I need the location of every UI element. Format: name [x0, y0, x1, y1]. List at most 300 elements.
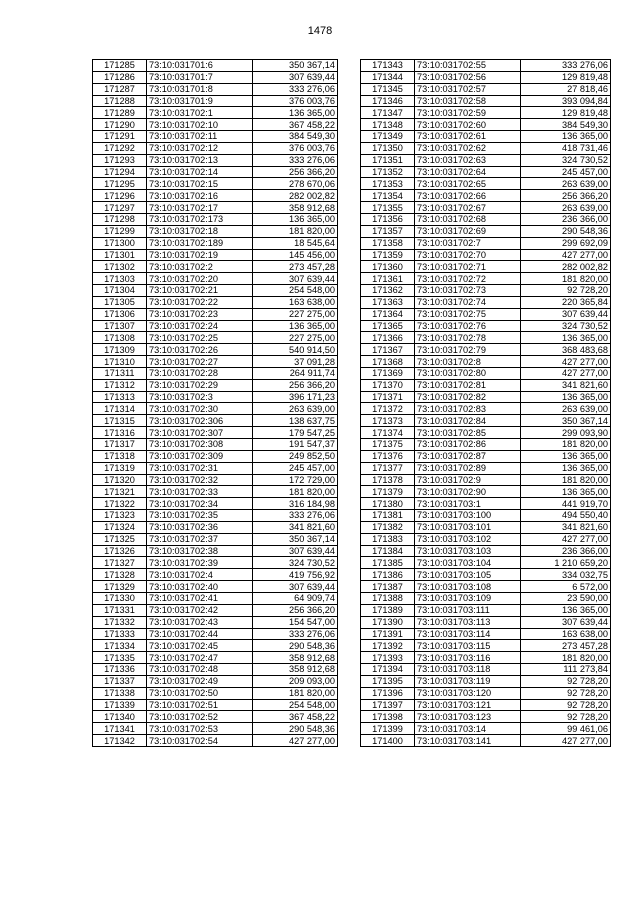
row-number: 171352	[361, 166, 415, 178]
row-number: 171306	[93, 308, 147, 320]
row-number: 171337	[93, 675, 147, 687]
cadastral-value: 92 728,20	[521, 675, 611, 687]
row-number: 171298	[93, 213, 147, 225]
row-number: 171364	[361, 308, 415, 320]
cadastral-number: 73:10:031703:119	[415, 675, 521, 687]
table-row	[361, 675, 611, 687]
cadastral-value: 136 365,00	[521, 604, 611, 616]
table-row	[361, 699, 611, 711]
cadastral-number: 73:10:031702:31	[147, 462, 253, 474]
cadastral-number: 73:10:031702:9	[415, 474, 521, 486]
row-number: 171285	[93, 60, 147, 72]
cadastral-value: 333 276,06	[253, 628, 338, 640]
cadastral-number: 73:10:031702:43	[147, 616, 253, 628]
cadastral-value: 172 729,00	[253, 474, 338, 486]
table-row	[93, 652, 338, 664]
cadastral-value: 341 821,60	[253, 521, 338, 533]
row-number: 171317	[93, 439, 147, 451]
cadastral-value: 427 277,00	[521, 533, 611, 545]
table-row	[93, 569, 338, 581]
cadastral-value: 136 365,00	[521, 332, 611, 344]
row-number: 171371	[361, 391, 415, 403]
cadastral-value: 316 184,98	[253, 498, 338, 510]
table-row	[361, 379, 611, 391]
cadastral-value: 136 365,00	[521, 450, 611, 462]
table-row	[93, 403, 338, 415]
table-row	[361, 367, 611, 379]
table-row	[93, 249, 338, 261]
cadastral-number: 73:10:031702:68	[415, 213, 521, 225]
row-number: 171315	[93, 415, 147, 427]
cadastral-value: 181 820,00	[521, 652, 611, 664]
cadastral-value: 236 366,00	[521, 213, 611, 225]
table-row	[361, 664, 611, 676]
cadastral-value: 494 550,40	[521, 510, 611, 522]
cadastral-number: 73:10:031703:121	[415, 699, 521, 711]
table-row	[361, 592, 611, 604]
table-row	[93, 285, 338, 297]
cadastral-value: 263 639,00	[521, 178, 611, 190]
cadastral-number: 73:10:031702:189	[147, 237, 253, 249]
table-row	[361, 119, 611, 131]
cadastral-value: 396 171,23	[253, 391, 338, 403]
table-row	[361, 474, 611, 486]
cadastral-number: 73:10:031702:33	[147, 486, 253, 498]
cadastral-number: 73:10:031702:35	[147, 510, 253, 522]
table-row	[93, 71, 338, 83]
cadastral-number: 73:10:031702:18	[147, 225, 253, 237]
table-row	[93, 735, 338, 747]
cadastral-number: 73:10:031702:2	[147, 261, 253, 273]
cadastral-value: 368 483,68	[521, 344, 611, 356]
cadastral-number: 73:10:031702:27	[147, 356, 253, 368]
row-number: 171397	[361, 699, 415, 711]
cadastral-value: 333 276,06	[253, 510, 338, 522]
cadastral-number: 73:10:031703:109	[415, 592, 521, 604]
table-row	[361, 450, 611, 462]
register-table-right	[360, 59, 611, 747]
cadastral-number: 73:10:031702:42	[147, 604, 253, 616]
table-row	[361, 391, 611, 403]
row-number: 171349	[361, 131, 415, 143]
cadastral-value: 324 730,52	[521, 154, 611, 166]
row-number: 171351	[361, 154, 415, 166]
cadastral-value: 111 273,84	[521, 664, 611, 676]
row-number: 171345	[361, 83, 415, 95]
table-row	[93, 83, 338, 95]
cadastral-number: 73:10:031702:32	[147, 474, 253, 486]
row-number: 171338	[93, 687, 147, 699]
cadastral-number: 73:10:031702:84	[415, 415, 521, 427]
cadastral-value: 138 637,75	[253, 415, 338, 427]
row-number: 171293	[93, 154, 147, 166]
row-number: 171314	[93, 403, 147, 415]
cadastral-value: 290 548,36	[253, 723, 338, 735]
cadastral-value: 92 728,20	[521, 699, 611, 711]
table-row	[361, 285, 611, 297]
table-row	[361, 640, 611, 652]
cadastral-number: 73:10:031702:90	[415, 486, 521, 498]
row-number: 171378	[361, 474, 415, 486]
table-row	[93, 273, 338, 285]
cadastral-number: 73:10:031702:83	[415, 403, 521, 415]
cadastral-value: 236 366,00	[521, 545, 611, 557]
cadastral-value: 1 210 659,20	[521, 557, 611, 569]
cadastral-number: 73:10:031702:71	[415, 261, 521, 273]
table-row	[361, 581, 611, 593]
table-row	[361, 486, 611, 498]
table-row	[93, 356, 338, 368]
table-row	[93, 190, 338, 202]
row-number: 171368	[361, 356, 415, 368]
row-number: 171353	[361, 178, 415, 190]
table-row	[361, 628, 611, 640]
table-row	[361, 237, 611, 249]
table-row	[361, 711, 611, 723]
cadastral-number: 73:10:031702:60	[415, 119, 521, 131]
cadastral-number: 73:10:031702:22	[147, 296, 253, 308]
row-number: 171363	[361, 296, 415, 308]
cadastral-number: 73:10:031703:102	[415, 533, 521, 545]
cadastral-number: 73:10:031703:111	[415, 604, 521, 616]
row-number: 171301	[93, 249, 147, 261]
row-number: 171289	[93, 107, 147, 119]
cadastral-number: 73:10:031701:6	[147, 60, 253, 72]
row-number: 171295	[93, 178, 147, 190]
row-number: 171331	[93, 604, 147, 616]
table-row	[93, 131, 338, 143]
table-row	[361, 131, 611, 143]
cadastral-number: 73:10:031701:7	[147, 71, 253, 83]
table-row	[361, 533, 611, 545]
row-number: 171326	[93, 545, 147, 557]
cadastral-number: 73:10:031702:49	[147, 675, 253, 687]
cadastral-value: 376 003,76	[253, 142, 338, 154]
cadastral-value: 256 366,20	[253, 166, 338, 178]
cadastral-value: 18 545,64	[253, 237, 338, 249]
cadastral-number: 73:10:031702:307	[147, 427, 253, 439]
table-row	[93, 616, 338, 628]
row-number: 171325	[93, 533, 147, 545]
row-number: 171341	[93, 723, 147, 735]
table-row	[93, 592, 338, 604]
cadastral-value: 427 277,00	[521, 249, 611, 261]
table-row	[361, 83, 611, 95]
cadastral-value: 307 639,44	[253, 71, 338, 83]
cadastral-number: 73:10:031702:16	[147, 190, 253, 202]
cadastral-value: 154 547,00	[253, 616, 338, 628]
row-number: 171388	[361, 592, 415, 604]
cadastral-number: 73:10:031703:100	[415, 510, 521, 522]
table-row	[93, 604, 338, 616]
cadastral-value: 282 002,82	[253, 190, 338, 202]
row-number: 171294	[93, 166, 147, 178]
row-number: 171389	[361, 604, 415, 616]
row-number: 171321	[93, 486, 147, 498]
table-row	[93, 498, 338, 510]
row-number: 171347	[361, 107, 415, 119]
cadastral-number: 73:10:031702:79	[415, 344, 521, 356]
cadastral-number: 73:10:031702:13	[147, 154, 253, 166]
cadastral-value: 254 548,00	[253, 699, 338, 711]
row-number: 171332	[93, 616, 147, 628]
cadastral-value: 64 909,74	[253, 592, 338, 604]
cadastral-number: 73:10:031702:10	[147, 119, 253, 131]
row-number: 171308	[93, 332, 147, 344]
row-number: 171393	[361, 652, 415, 664]
cadastral-number: 73:10:031703:114	[415, 628, 521, 640]
cadastral-number: 73:10:031702:59	[415, 107, 521, 119]
row-number: 171339	[93, 699, 147, 711]
table-row	[361, 154, 611, 166]
table-row	[361, 723, 611, 735]
row-number: 171381	[361, 510, 415, 522]
cadastral-number: 73:10:031702:73	[415, 285, 521, 297]
row-number: 171343	[361, 60, 415, 72]
cadastral-value: 23 590,00	[521, 592, 611, 604]
table-row	[93, 427, 338, 439]
cadastral-number: 73:10:031702:75	[415, 308, 521, 320]
cadastral-number: 73:10:031703:14	[415, 723, 521, 735]
row-number: 171333	[93, 628, 147, 640]
row-number: 171312	[93, 379, 147, 391]
row-number: 171302	[93, 261, 147, 273]
cadastral-value: 384 549,30	[521, 119, 611, 131]
cadastral-value: 227 275,00	[253, 308, 338, 320]
cadastral-number: 73:10:031702:17	[147, 202, 253, 214]
cadastral-value: 324 730,52	[521, 320, 611, 332]
row-number: 171348	[361, 119, 415, 131]
cadastral-value: 341 821,60	[521, 521, 611, 533]
row-number: 171375	[361, 439, 415, 451]
table-row	[93, 462, 338, 474]
cadastral-number: 73:10:031702:12	[147, 142, 253, 154]
cadastral-value: 136 365,00	[253, 107, 338, 119]
cadastral-number: 73:10:031703:101	[415, 521, 521, 533]
table-row	[93, 178, 338, 190]
table-row	[93, 296, 338, 308]
table-row	[361, 202, 611, 214]
cadastral-value: 27 818,46	[521, 83, 611, 95]
cadastral-value: 358 912,68	[253, 202, 338, 214]
row-number: 171292	[93, 142, 147, 154]
cadastral-number: 73:10:031702:67	[415, 202, 521, 214]
cadastral-number: 73:10:031703:120	[415, 687, 521, 699]
cadastral-number: 73:10:031702:309	[147, 450, 253, 462]
cadastral-number: 73:10:031702:308	[147, 439, 253, 451]
cadastral-value: 333 276,06	[253, 83, 338, 95]
cadastral-value: 290 548,36	[521, 225, 611, 237]
cadastral-value: 264 911,74	[253, 367, 338, 379]
row-number: 171324	[93, 521, 147, 533]
cadastral-number: 73:10:031703:1	[415, 498, 521, 510]
cadastral-value: 136 365,00	[521, 486, 611, 498]
cadastral-value: 179 547,25	[253, 427, 338, 439]
cadastral-number: 73:10:031702:70	[415, 249, 521, 261]
row-number: 171310	[93, 356, 147, 368]
table-row	[361, 95, 611, 107]
table-row	[361, 213, 611, 225]
cadastral-value: 350 367,14	[253, 60, 338, 72]
cadastral-number: 73:10:031703:118	[415, 664, 521, 676]
row-number: 171372	[361, 403, 415, 415]
cadastral-number: 73:10:031702:50	[147, 687, 253, 699]
cadastral-value: 427 277,00	[253, 735, 338, 747]
row-number: 171344	[361, 71, 415, 83]
row-number: 171379	[361, 486, 415, 498]
table-row	[93, 107, 338, 119]
page-number: 1478	[307, 25, 333, 37]
table-row	[361, 604, 611, 616]
cadastral-value: 341 821,60	[521, 379, 611, 391]
table-row	[93, 379, 338, 391]
row-number: 171358	[361, 237, 415, 249]
row-number: 171354	[361, 190, 415, 202]
cadastral-value: 136 365,00	[253, 320, 338, 332]
cadastral-number: 73:10:031702:81	[415, 379, 521, 391]
row-number: 171376	[361, 450, 415, 462]
cadastral-value: 37 091,28	[253, 356, 338, 368]
cadastral-value: 227 275,00	[253, 332, 338, 344]
cadastral-number: 73:10:031702:72	[415, 273, 521, 285]
cadastral-value: 249 852,50	[253, 450, 338, 462]
cadastral-number: 73:10:031702:3	[147, 391, 253, 403]
table-row	[93, 332, 338, 344]
cadastral-number: 73:10:031702:69	[415, 225, 521, 237]
table-row	[93, 154, 338, 166]
row-number: 171391	[361, 628, 415, 640]
table-row	[93, 225, 338, 237]
cadastral-value: 245 457,00	[253, 462, 338, 474]
cadastral-number: 73:10:031702:23	[147, 308, 253, 320]
row-number: 171303	[93, 273, 147, 285]
table-row	[361, 225, 611, 237]
table-row	[93, 308, 338, 320]
cadastral-value: 307 639,44	[521, 308, 611, 320]
cadastral-value: 367 458,22	[253, 711, 338, 723]
cadastral-value: 278 670,06	[253, 178, 338, 190]
cadastral-number: 73:10:031703:104	[415, 557, 521, 569]
table-row	[361, 569, 611, 581]
cadastral-number: 73:10:031703:141	[415, 735, 521, 747]
cadastral-value: 333 276,06	[521, 60, 611, 72]
cadastral-value: 427 277,00	[521, 367, 611, 379]
row-number: 171380	[361, 498, 415, 510]
table-row	[93, 450, 338, 462]
table-row	[93, 439, 338, 451]
row-number: 171329	[93, 581, 147, 593]
row-number: 171359	[361, 249, 415, 261]
row-number: 171398	[361, 711, 415, 723]
cadastral-value: 273 457,28	[253, 261, 338, 273]
cadastral-value: 263 639,00	[521, 403, 611, 415]
table-row	[93, 711, 338, 723]
cadastral-value: 191 547,37	[253, 439, 338, 451]
row-number: 171296	[93, 190, 147, 202]
row-number: 171336	[93, 664, 147, 676]
cadastral-value: 163 638,00	[253, 296, 338, 308]
cadastral-number: 73:10:031702:28	[147, 367, 253, 379]
cadastral-value: 333 276,06	[253, 154, 338, 166]
row-number: 171384	[361, 545, 415, 557]
table-row	[361, 142, 611, 154]
cadastral-value: 163 638,00	[521, 628, 611, 640]
cadastral-number: 73:10:031703:115	[415, 640, 521, 652]
row-number: 171400	[361, 735, 415, 747]
cadastral-number: 73:10:031702:48	[147, 664, 253, 676]
cadastral-value: 307 639,44	[253, 545, 338, 557]
row-number: 171395	[361, 675, 415, 687]
table-row	[361, 439, 611, 451]
cadastral-number: 73:10:031703:103	[415, 545, 521, 557]
cadastral-value: 393 094,84	[521, 95, 611, 107]
cadastral-number: 73:10:031702:55	[415, 60, 521, 72]
cadastral-value: 129 819,48	[521, 71, 611, 83]
cadastral-number: 73:10:031702:30	[147, 403, 253, 415]
cadastral-number: 73:10:031702:8	[415, 356, 521, 368]
cadastral-value: 427 277,00	[521, 735, 611, 747]
cadastral-number: 73:10:031702:58	[415, 95, 521, 107]
cadastral-value: 441 919,70	[521, 498, 611, 510]
table-row	[93, 474, 338, 486]
cadastral-number: 73:10:031702:39	[147, 557, 253, 569]
cadastral-value: 129 819,48	[521, 107, 611, 119]
row-number: 171357	[361, 225, 415, 237]
table-row	[93, 261, 338, 273]
table-row	[361, 178, 611, 190]
table-row	[93, 640, 338, 652]
cadastral-value: 181 820,00	[253, 225, 338, 237]
cadastral-number: 73:10:031702:14	[147, 166, 253, 178]
cadastral-number: 73:10:031702:38	[147, 545, 253, 557]
table-row	[361, 510, 611, 522]
register-table-left	[92, 59, 338, 747]
cadastral-number: 73:10:031702:36	[147, 521, 253, 533]
row-number: 171300	[93, 237, 147, 249]
row-number: 171365	[361, 320, 415, 332]
cadastral-value: 6 572,00	[521, 581, 611, 593]
table-row	[93, 202, 338, 214]
row-number: 171309	[93, 344, 147, 356]
table-row	[93, 344, 338, 356]
row-number: 171366	[361, 332, 415, 344]
table-row	[361, 320, 611, 332]
table-row	[93, 119, 338, 131]
cadastral-number: 73:10:031702:21	[147, 285, 253, 297]
cadastral-number: 73:10:031702:76	[415, 320, 521, 332]
row-number: 171320	[93, 474, 147, 486]
table-row	[93, 213, 338, 225]
cadastral-number: 73:10:031702:62	[415, 142, 521, 154]
table-row	[361, 545, 611, 557]
table-row	[93, 533, 338, 545]
table-row	[93, 486, 338, 498]
cadastral-number: 73:10:031702:82	[415, 391, 521, 403]
table-row	[93, 367, 338, 379]
table-row	[93, 60, 338, 72]
table-row	[93, 415, 338, 427]
table-row	[93, 723, 338, 735]
row-number: 171390	[361, 616, 415, 628]
row-number: 171370	[361, 379, 415, 391]
cadastral-value: 350 367,14	[253, 533, 338, 545]
row-number: 171311	[93, 367, 147, 379]
cadastral-number: 73:10:031703:113	[415, 616, 521, 628]
cadastral-value: 307 639,44	[253, 581, 338, 593]
cadastral-number: 73:10:031702:20	[147, 273, 253, 285]
table-row	[361, 296, 611, 308]
cadastral-value: 181 820,00	[521, 439, 611, 451]
